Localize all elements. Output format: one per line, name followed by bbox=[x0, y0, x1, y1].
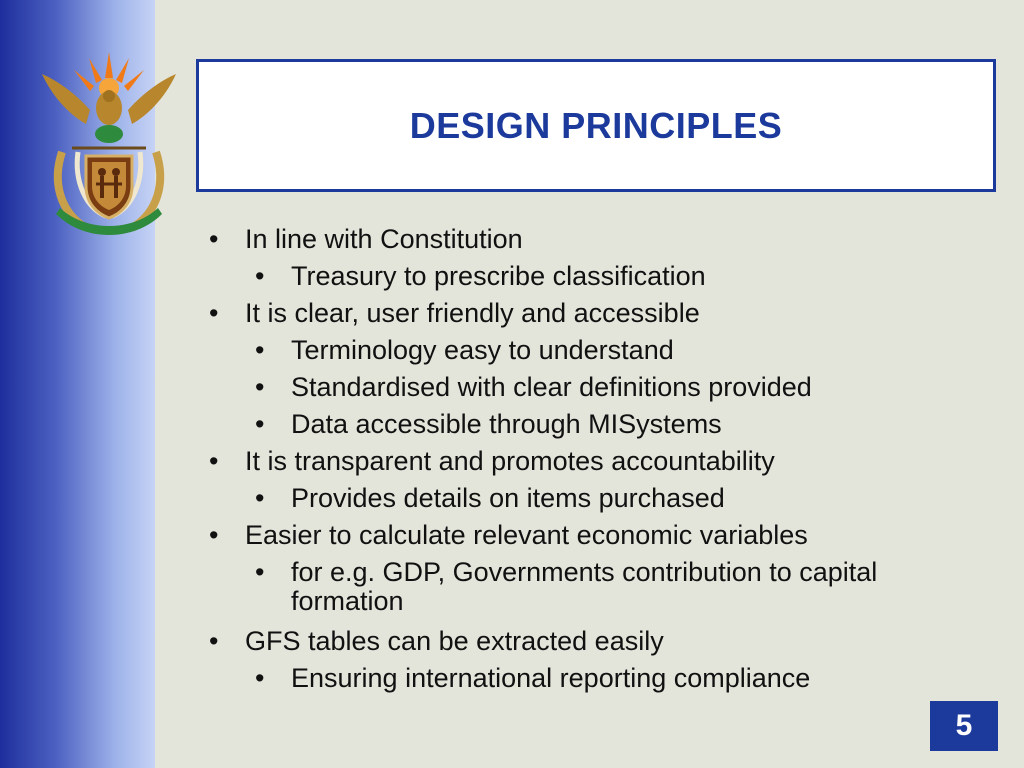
sub-bullet-item bbox=[205, 481, 995, 515]
bullet-item bbox=[205, 222, 995, 256]
bullet-icon: • bbox=[255, 335, 265, 365]
bullet-item bbox=[205, 444, 995, 478]
bullet-icon: • bbox=[255, 409, 265, 439]
slide-title: DESIGN PRINCIPLES bbox=[409, 104, 783, 146]
coat-of-arms-emblem bbox=[34, 52, 184, 242]
page-number: 5 bbox=[930, 701, 998, 751]
bullet-text: Treasury to prescribe classification bbox=[291, 261, 706, 291]
bullet-text: Provides details on items purchased bbox=[291, 483, 725, 513]
bullet-icon: • bbox=[209, 520, 219, 550]
sub-bullet-item bbox=[205, 558, 995, 616]
bullet-icon: • bbox=[209, 626, 219, 656]
bullet-text: Ensuring international reporting compliance bbox=[291, 663, 811, 693]
bullet-text: It is transparent and promotes accountability bbox=[245, 446, 775, 476]
bullet-icon: • bbox=[255, 372, 265, 402]
sub-bullet-item bbox=[205, 661, 995, 695]
bullet-icon: • bbox=[209, 224, 219, 254]
sub-bullet-item bbox=[205, 370, 995, 404]
bullet-text: Terminology easy to understand bbox=[291, 335, 674, 365]
bullet-text: for e.g. GDP, Governments contribution to capital formation bbox=[291, 557, 878, 616]
bullet-text: In line with Constitution bbox=[245, 224, 523, 254]
sub-bullet-item bbox=[205, 259, 995, 293]
bullet-icon: • bbox=[209, 446, 219, 476]
title-box bbox=[196, 59, 996, 192]
bullet-item bbox=[205, 624, 995, 658]
bullet-text: Standardised with clear definitions provided bbox=[291, 372, 812, 402]
bullet-icon: • bbox=[255, 483, 265, 513]
bullet-list bbox=[205, 222, 995, 698]
sub-bullet-item bbox=[205, 407, 995, 441]
bullet-icon: • bbox=[255, 663, 265, 693]
bullet-item bbox=[205, 518, 995, 552]
bullet-text: Data accessible through MISystems bbox=[291, 409, 722, 439]
bullet-text: Easier to calculate relevant economic variables bbox=[245, 520, 808, 550]
bullet-text: GFS tables can be extracted easily bbox=[245, 626, 664, 656]
sub-bullet-item bbox=[205, 333, 995, 367]
bullet-item bbox=[205, 296, 995, 330]
bullet-icon: • bbox=[255, 261, 265, 291]
bullet-text: It is clear, user friendly and accessible bbox=[245, 298, 700, 328]
bullet-icon: • bbox=[255, 557, 265, 587]
bullet-icon: • bbox=[209, 298, 219, 328]
